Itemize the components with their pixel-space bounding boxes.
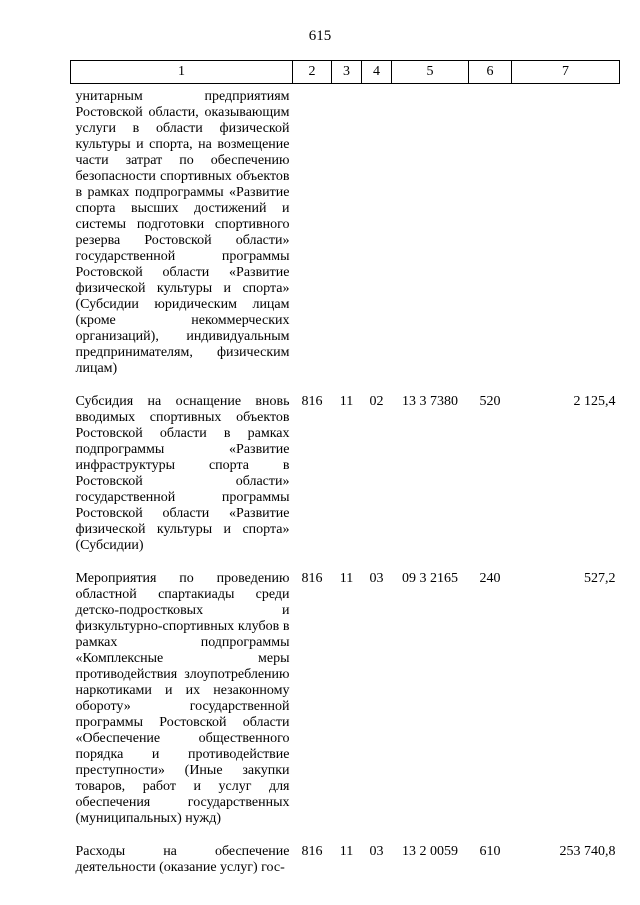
row-description: Субсидия на оснащение вновь вводимых спортивных объектов Ростовской области в рамках подпрограммы «Развитие инфраструктуры спорта в Ростовской области» государственной программы Ростовской области «Развитие физической культуры и спорта» (Субсидии) — [75, 394, 290, 553]
row-section: 11 — [339, 571, 354, 586]
page-number: 615 — [308, 28, 332, 44]
row-section — [332, 84, 362, 378]
row-target-article: 13 2 0059 — [402, 844, 458, 859]
table-row — [71, 84, 620, 378]
row-subsection — [362, 84, 392, 378]
column-header-2: 2 — [293, 61, 332, 84]
row-amount: 253 740,8 — [559, 844, 616, 859]
row-subsection: 02 — [369, 394, 384, 409]
row-ministry-code: 816 — [301, 394, 323, 409]
row-expense-type: 240 — [479, 571, 501, 586]
row-target-article — [392, 84, 469, 378]
row-ministry-code: 816 — [301, 844, 323, 859]
row-subsection: 03 — [369, 571, 384, 586]
row-description: унитарным предприятиям Ростовской области, оказывающим услуги в области физической культуры и спорта, на возмещение части затрат по обеспечению безопасности спортивных объектов в рамках подпрограммы «Развитие спорта высших достижений и системы подготовки спортивного резерва Ростовской области» государственной программы Ростовской области «Развитие физической культуры и спорта» (Субсидии юридическим лицам (кроме некоммерческих организаций), индивидуальным предпринимателям, физическим лицам) — [75, 89, 290, 376]
table-row — [71, 554, 620, 827]
column-header-7: 7 — [512, 61, 620, 84]
row-expense-type: 520 — [479, 394, 501, 409]
table-header-row — [71, 61, 620, 84]
row-expense-type: 610 — [479, 844, 501, 859]
row-amount: 527,2 — [584, 571, 616, 586]
column-header-5: 5 — [392, 61, 469, 84]
row-ministry-code — [293, 84, 332, 378]
row-description: Мероприятия по проведению областной спартакиады среди детско-подростковых и физкультурно-спортивных клубов в рамках подпрограммы «Комплексные меры противодействия злоупотреблению наркотиками и их незаконному обороту» государственной программы Ростовской области «Обеспечение общественного порядка и противодействие преступности» (Иные закупки товаров, работ и услуг для обеспечения государственных (муниципальных) нужд) — [75, 571, 290, 826]
row-amount: 2 125,4 — [573, 394, 616, 409]
table-row — [71, 377, 620, 554]
row-amount — [512, 84, 620, 378]
column-header-4: 4 — [362, 61, 392, 84]
row-subsection: 03 — [369, 844, 384, 859]
row-target-article: 09 3 2165 — [402, 571, 458, 586]
budget-table — [70, 60, 620, 876]
row-ministry-code: 816 — [301, 571, 323, 586]
column-header-3: 3 — [332, 61, 362, 84]
row-description: Расходы на обеспечение деятельности (оказание услуг) гос- — [75, 844, 290, 875]
row-section: 11 — [339, 844, 354, 859]
row-section: 11 — [339, 394, 354, 409]
table-row — [71, 827, 620, 876]
row-target-article: 13 3 7380 — [402, 394, 458, 409]
column-header-6: 6 — [469, 61, 512, 84]
column-header-1: 1 — [71, 61, 293, 84]
row-expense-type — [469, 84, 512, 378]
